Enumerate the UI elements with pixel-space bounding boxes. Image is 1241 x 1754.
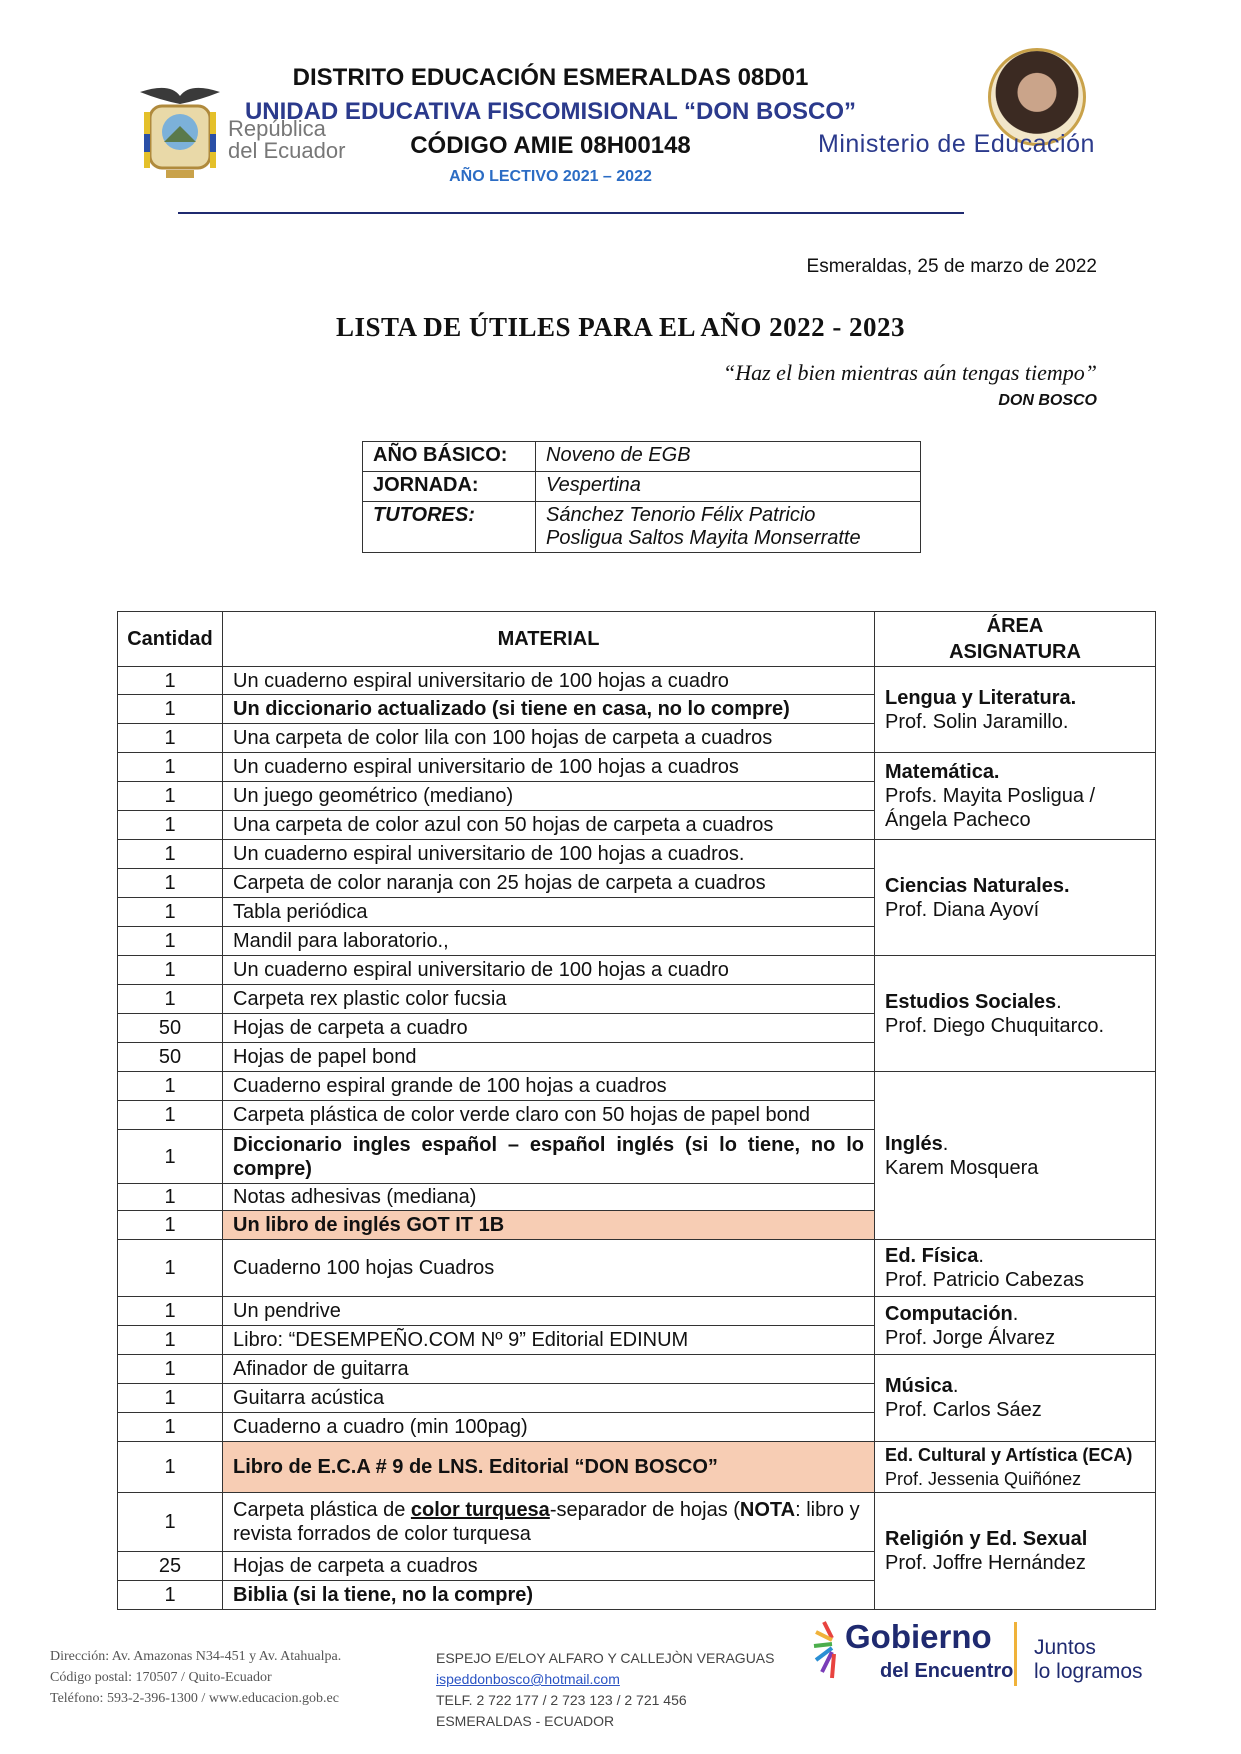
address-line-3: Teléfono: 593-2-396-1300 / www.educacion.gob.ec — [50, 1691, 339, 1706]
area-name: Lengua y Literatura. — [885, 686, 1077, 709]
area-name-suffix: . — [978, 1245, 984, 1267]
material-part: -separador de hojas ( — [549, 1499, 740, 1521]
area-name: Ciencias Naturales. — [885, 874, 1070, 897]
row-qty: 50 — [118, 1014, 223, 1043]
school-city: ESMERALDAS - ECUADOR — [436, 1713, 615, 1729]
row-material: Cuaderno 100 hojas Cuadros — [223, 1240, 875, 1297]
area-matematica — [875, 753, 1156, 840]
info-table — [362, 441, 921, 553]
row-material: Diccionario ingles español – español inglés (si lo tiene, no lo compre) — [223, 1130, 875, 1184]
row-qty: 1 — [118, 1130, 223, 1184]
row-qty: 1 — [118, 724, 223, 753]
gobierno-logo-text: Gobierno — [845, 1618, 992, 1655]
table-row — [118, 1493, 1156, 1552]
table-row — [118, 840, 1156, 869]
row-qty: 1 — [118, 1413, 223, 1442]
row-material: Un cuaderno espiral universitario de 100 hojas a cuadro — [223, 667, 875, 695]
area-name: Estudios Sociales — [885, 990, 1057, 1013]
row-material: Hojas de carpeta a cuadro — [223, 1014, 875, 1043]
table-row — [118, 1442, 1156, 1493]
table-row — [118, 753, 1156, 782]
material-color-turquesa: color turquesa — [410, 1499, 550, 1521]
row-material: Un cuaderno espiral universitario de 100 hojas a cuadros — [223, 753, 875, 782]
row-qty: 1 — [118, 1355, 223, 1384]
quote-author: DON BOSCO — [998, 392, 1097, 409]
area-teacher: Prof. Diana Ayoví — [885, 898, 1040, 921]
area-computacion — [875, 1297, 1156, 1355]
info-row-anio — [363, 442, 921, 472]
row-qty: 1 — [118, 811, 223, 840]
area-teacher: Prof. Diego Chuquitarco. — [885, 1014, 1105, 1037]
area-teacher: Prof. Patricio Cabezas — [885, 1269, 1084, 1291]
gobierno-slogan — [1034, 1636, 1143, 1684]
school-contact — [436, 1648, 774, 1732]
area-name: Ed. Física — [885, 1245, 979, 1267]
row-material: Cuaderno a cuadro (min 100pag) — [223, 1413, 875, 1442]
table-row — [118, 956, 1156, 985]
row-material: Biblia (si la tiene, no la compre) — [223, 1581, 875, 1610]
page-title: LISTA DE ÚTILES PARA EL AÑO 2022 - 2023 — [335, 312, 906, 342]
quote: “Haz el bien mientras aún tengas tiempo” — [723, 360, 1097, 385]
area-teacher: Profs. Mayita Posligua / Ángela Pacheco — [885, 785, 1096, 831]
row-material: Carpeta rex plastic color fucsia — [223, 985, 875, 1014]
col-material-header: MATERIAL — [223, 612, 875, 667]
row-material: Hojas de papel bond — [223, 1043, 875, 1072]
anio-value: Noveno de EGB — [536, 442, 921, 472]
col-area-header-line-1: ÁREA — [986, 615, 1044, 637]
area-fisica — [875, 1240, 1156, 1297]
document-date: Esmeraldas, 25 de marzo de 2022 — [806, 256, 1097, 277]
table-header-row — [118, 612, 1156, 667]
school-email-link[interactable]: ispeddonbosco@hotmail.com — [436, 1671, 620, 1687]
col-area-header — [875, 612, 1156, 667]
material-nota: NOTA — [739, 1499, 796, 1521]
area-religion — [875, 1493, 1156, 1610]
row-material: Libro: “DESEMPEÑO.COM Nº 9” Editorial EDINUM — [223, 1326, 875, 1355]
area-name: Religión y Ed. Sexual — [885, 1528, 1088, 1550]
info-row-tutores — [363, 502, 921, 553]
address-line-1: Dirección: Av. Amazonas N34-451 y Av. Atahualpa. — [50, 1649, 342, 1664]
row-qty: 1 — [118, 695, 223, 724]
address-line-2: Código postal: 170507 / Quito-Ecuador — [50, 1670, 272, 1685]
area-name-suffix: . — [1056, 990, 1062, 1013]
table-row — [118, 1297, 1156, 1326]
jornada-label: JORNADA: — [363, 472, 536, 502]
header-divider — [178, 212, 964, 214]
tutores-label: TUTORES: — [363, 502, 536, 553]
row-qty: 1 — [118, 1581, 223, 1610]
district-title: DISTRITO EDUCACIÓN ESMERALDAS 08D01 — [292, 64, 809, 91]
row-material: Afinador de guitarra — [223, 1355, 875, 1384]
row-qty: 1 — [118, 840, 223, 869]
area-name-suffix: . — [952, 1375, 959, 1397]
table-row — [118, 1240, 1156, 1297]
school-address: ESPEJO E/ELOY ALFARO Y CALLEJÒN VERAGUAS — [436, 1650, 775, 1666]
area-teacher: Prof. Joffre Hernández — [885, 1552, 1086, 1574]
row-material — [223, 1493, 875, 1552]
area-lengua — [875, 667, 1156, 753]
table-row — [118, 1355, 1156, 1384]
row-qty: 25 — [118, 1552, 223, 1581]
row-qty: 50 — [118, 1043, 223, 1072]
row-qty: 1 — [118, 869, 223, 898]
row-qty: 1 — [118, 1072, 223, 1101]
gobierno-logo-subtext: del Encuentro — [880, 1660, 1014, 1682]
col-area-header-line-2: ASIGNATURA — [949, 641, 1081, 663]
info-row-jornada — [363, 472, 921, 502]
row-qty: 1 — [118, 927, 223, 956]
gobierno-divider — [1014, 1622, 1017, 1686]
area-musica — [875, 1355, 1156, 1442]
table-row — [118, 667, 1156, 695]
ministerio-logo-text: Ministerio de Educación — [818, 130, 1095, 158]
row-material: Un cuaderno espiral universitario de 100 hojas a cuadro — [223, 956, 875, 985]
row-material: Un juego geométrico (mediano) — [223, 782, 875, 811]
row-qty: 1 — [118, 667, 223, 695]
supplies-table — [117, 611, 1156, 1610]
area-name: Música — [885, 1375, 953, 1397]
area-teacher: Prof. Jorge Álvarez — [885, 1326, 1056, 1349]
amie-code: CÓDIGO AMIE 08H00148 — [410, 132, 691, 159]
area-sociales — [875, 956, 1156, 1072]
row-material: Un cuaderno espiral universitario de 100 hojas a cuadros. — [223, 840, 875, 869]
material-part: : libro y revista forrados de color turquesa — [233, 1499, 860, 1545]
area-ingles — [875, 1072, 1156, 1240]
row-material: Carpeta de color naranja con 25 hojas de carpeta a cuadros — [223, 869, 875, 898]
slogan-line-1: Juntos — [1034, 1636, 1096, 1659]
school-name: UNIDAD EDUCATIVA FISCOMISIONAL “DON BOSCO” — [244, 98, 857, 125]
anio-label: AÑO BÁSICO: — [363, 442, 536, 472]
slogan-line-2: lo logramos — [1034, 1660, 1143, 1683]
row-qty: 1 — [118, 1184, 223, 1211]
row-qty: 1 — [118, 956, 223, 985]
tutor-2: Posligua Saltos Mayita Monserratte — [546, 527, 861, 549]
row-qty: 1 — [118, 1326, 223, 1355]
row-material: Guitarra acústica — [223, 1384, 875, 1413]
row-qty: 1 — [118, 985, 223, 1014]
area-ciencias — [875, 840, 1156, 956]
row-qty: 1 — [118, 898, 223, 927]
row-material: Mandil para laboratorio., — [223, 927, 875, 956]
area-name: Matemática. — [885, 761, 1000, 783]
area-name: Inglés — [885, 1132, 943, 1155]
area-teacher: Prof. Carlos Sáez — [885, 1399, 1042, 1421]
area-teacher: Prof. Jessenia Quiñónez — [885, 1469, 1082, 1489]
row-material: Notas adhesivas (mediana) — [223, 1184, 875, 1211]
ministry-address — [50, 1646, 341, 1709]
area-teacher: Prof. Solin Jaramillo. — [885, 710, 1069, 733]
row-material: Una carpeta de color azul con 50 hojas de carpeta a cuadros — [223, 811, 875, 840]
row-qty: 1 — [118, 1101, 223, 1130]
row-material: Un pendrive — [223, 1297, 875, 1326]
area-name-suffix: . — [942, 1132, 949, 1155]
republica-line-2: del Ecuador — [228, 138, 346, 163]
row-material: Libro de E.C.A # 9 de LNS. Editorial “DON BOSCO” — [223, 1442, 875, 1493]
area-name: Computación — [885, 1302, 1013, 1325]
row-material: Hojas de carpeta a cuadros — [223, 1552, 875, 1581]
tutores-value — [536, 502, 921, 553]
col-qty-header: Cantidad — [118, 612, 223, 667]
row-qty: 1 — [118, 1240, 223, 1297]
jornada-value: Vespertina — [536, 472, 921, 502]
tutor-1: Sánchez Tenorio Félix Patricio — [546, 504, 816, 526]
row-material: Tabla periódica — [223, 898, 875, 927]
area-teacher: Karem Mosquera — [885, 1156, 1039, 1179]
row-material: Cuaderno espiral grande de 100 hojas a cuadros — [223, 1072, 875, 1101]
row-material: Un libro de inglés GOT IT 1B — [223, 1211, 875, 1240]
row-material: Una carpeta de color lila con 100 hojas de carpeta a cuadros — [223, 724, 875, 753]
area-eca — [875, 1442, 1156, 1493]
row-qty: 1 — [118, 782, 223, 811]
school-year: AÑO LECTIVO 2021 – 2022 — [449, 168, 652, 185]
row-material: Un diccionario actualizado (si tiene en casa, no lo compre) — [223, 695, 875, 724]
row-qty: 1 — [118, 753, 223, 782]
row-qty: 1 — [118, 1211, 223, 1240]
material-part: Carpeta plástica de — [233, 1499, 411, 1521]
area-name: Ed. Cultural y Artística (ECA) — [885, 1445, 1133, 1465]
area-name-suffix: . — [1012, 1302, 1019, 1325]
row-material: Carpeta plástica de color verde claro con 50 hojas de papel bond — [223, 1101, 875, 1130]
row-qty: 1 — [118, 1297, 223, 1326]
row-qty: 1 — [118, 1442, 223, 1493]
school-phone: TELF. 2 722 177 / 2 723 123 / 2 721 456 — [436, 1692, 687, 1708]
row-qty: 1 — [118, 1493, 223, 1552]
table-row — [118, 1072, 1156, 1101]
row-qty: 1 — [118, 1384, 223, 1413]
republica-line-1: República — [228, 116, 326, 141]
